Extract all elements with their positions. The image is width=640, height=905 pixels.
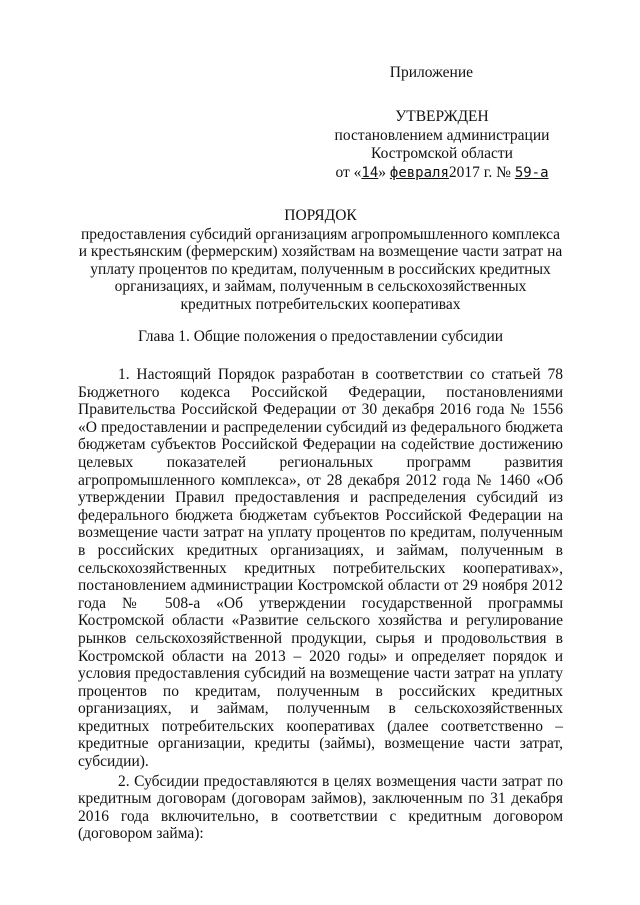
- approval-stamp: [322, 108, 562, 182]
- date-close: »: [378, 163, 387, 181]
- document-body: [78, 366, 563, 845]
- date-prefix: от «: [335, 163, 362, 181]
- document-title: ПОРЯДОК: [284, 207, 357, 224]
- date-month: февраля: [389, 164, 449, 181]
- approved-by-line-1: постановлением администрации: [334, 126, 550, 144]
- document-subtitle: предоставления субсидий организациям агропромышленного комплекса и крестьянским (фермерским) хозяйствам на возмещение части затрат на уплату процентов по кредитам, полученным в российских кредитных организациях, и займам, полученным в сельскохозяйственных кредитных потребительских кооперативах: [78, 225, 563, 313]
- approval-date-line: [322, 164, 562, 183]
- document-number: 59-а: [514, 164, 549, 181]
- date-year: 2017 г. №: [448, 163, 511, 181]
- approved-by-line-2: Костромской области: [371, 145, 513, 162]
- approved-heading: УТВЕРЖДЕН: [395, 108, 489, 125]
- paragraph-2: 2. Субсидии предоставляются в целях возмещения части затрат по кредитным договорам (договорам займов), заключенным по 31 декабря 2016 года включительно, в соответствии с кредитным договором (договором займа):: [78, 772, 563, 843]
- date-day: 14: [361, 164, 379, 181]
- document-title-block: [78, 207, 563, 314]
- chapter-heading: Глава 1. Общие положения о предоставлении субсидии: [137, 328, 504, 345]
- appendix-label: Приложение: [389, 64, 473, 81]
- paragraph-1: 1. Настоящий Порядок разработан в соответствии со статьей 78 Бюджетного кодекса Российской Федерации, постановлениями Правительства Российской Федерации от 30 декабря 2016 года № 1556 «О предоставлении и распределении субсидий из федерального бюджета бюджетам субъектов Российской Федерации на содействие достижению целевых показателей региональных программ развития агропромышленного комплекса», от 28 декабря 2012 года № 1460 «Об утверждении Правил предоставления и распределения субсидий из федерального бюджета бюджетам субъектов Российской Федерации на возмещение части затрат на уплату процентов по кредитам, полученным в российских кредитных организациях, и займам, полученным в сельскохозяйственных кредитных потребительских кооперативах», постановлением администрации Костромской области от 29 ноября 2012 года № 508-а «Об утверждении государственной программы Костромской области «Развитие сельского хозяйства и регулирование рынков сельскохозяйственной продукции, сырья и продовольствия в Костромской области на 2013 – 2020 годы» и определяет порядок и условия предоставления субсидий на возмещение части затрат на уплату процентов по кредитам, полученным в российских кредитных организациях, и займам, полученным в сельскохозяйственных кредитных потребительских кооперативах (далее соответственно – кредитные организации, кредиты (займы), возмещение части затрат, субсидии).: [78, 366, 563, 771]
